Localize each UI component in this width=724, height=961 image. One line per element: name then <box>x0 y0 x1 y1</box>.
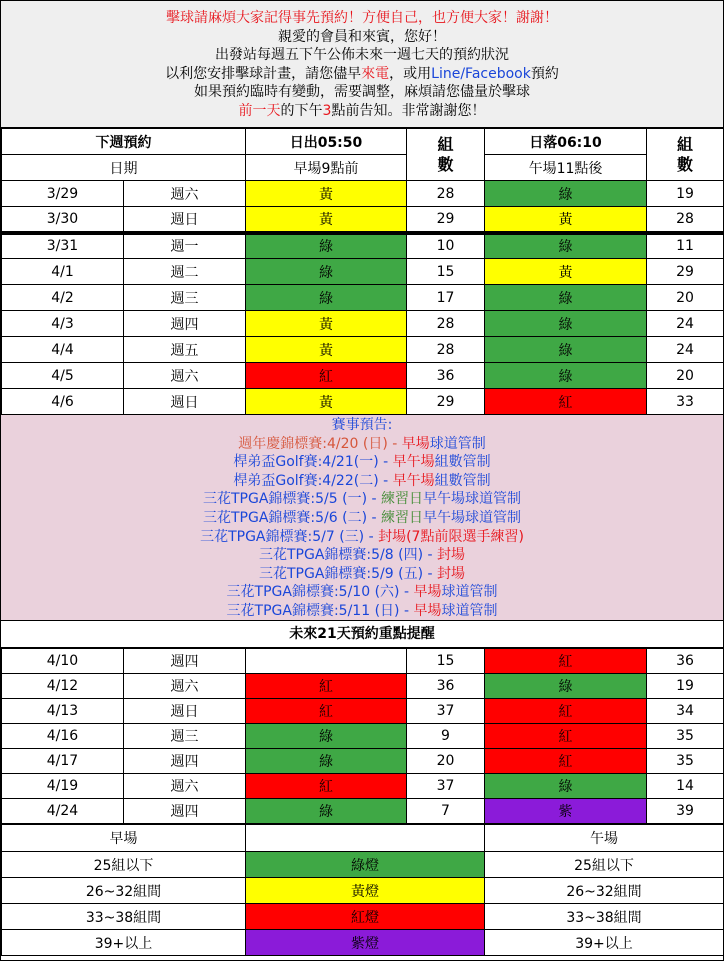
notice-text: 點前告知。非常謝謝您！ <box>331 102 486 119</box>
event-text: 桿弟盃Golf賽:4/22(二) - <box>233 472 393 489</box>
weekday-cell: 週二 <box>124 259 246 285</box>
legend-afternoon-label: 午場 <box>485 825 724 852</box>
date-cell: 3/30 <box>2 207 124 233</box>
morning-status-cell: 黃 <box>246 389 407 415</box>
morning-groups-cell: 28 <box>407 181 485 207</box>
weekday-cell: 週六 <box>124 181 246 207</box>
notice-line-2: 親愛的會員和來賓，您好！ <box>278 28 446 45</box>
morning-groups-cell: 28 <box>407 337 485 363</box>
legend-light-cell: 紅燈 <box>246 904 485 930</box>
morning-status-cell: 綠 <box>246 233 407 259</box>
morning-groups-cell: 15 <box>407 649 485 674</box>
afternoon-groups-cell: 20 <box>647 285 724 311</box>
date-cell: 4/5 <box>2 363 124 389</box>
weekday-cell: 週六 <box>124 674 246 699</box>
morning-status-cell: 紅 <box>246 774 407 799</box>
event-text: 球道管制 <box>441 602 498 619</box>
event-text: 球道管制 <box>429 435 486 452</box>
afternoon-header: 午場11點後 <box>485 155 647 181</box>
morning-status-cell: 黃 <box>246 207 407 233</box>
legend-range-cell: 39+以上 <box>485 930 724 956</box>
event-text: 封場 <box>437 565 465 582</box>
event-line <box>1 602 723 621</box>
afternoon-status-cell: 黃 <box>485 259 647 285</box>
morning-status-cell: 黃 <box>246 181 407 207</box>
weekday-cell: 週三 <box>124 285 246 311</box>
afternoon-status-cell: 紅 <box>485 649 647 674</box>
notice-day-before: 前一天 <box>238 102 281 119</box>
future-title: 未來21天預約重點提醒 <box>1 621 723 648</box>
table-row <box>2 749 724 774</box>
afternoon-groups-cell: 29 <box>647 259 724 285</box>
weekday-cell: 週四 <box>124 799 246 824</box>
legend-row <box>2 852 724 878</box>
event-text: 組數管制 <box>434 472 491 489</box>
weekday-cell: 週五 <box>124 337 246 363</box>
afternoon-groups-cell: 20 <box>647 363 724 389</box>
afternoon-groups-cell: 24 <box>647 337 724 363</box>
table-row <box>2 699 724 724</box>
table-row <box>2 674 724 699</box>
morning-groups-cell: 36 <box>407 363 485 389</box>
weekday-cell: 週三 <box>124 724 246 749</box>
table-row <box>2 724 724 749</box>
afternoon-groups-cell: 11 <box>647 233 724 259</box>
date-cell: 4/19 <box>2 774 124 799</box>
afternoon-status-cell: 紅 <box>485 389 647 415</box>
weekday-cell: 週四 <box>124 649 246 674</box>
afternoon-status-cell: 綠 <box>485 285 647 311</box>
notice-text: 以利您安排擊球計畫，請您儘早 <box>165 65 362 82</box>
date-cell: 4/2 <box>2 285 124 311</box>
weekday-cell: 週一 <box>124 233 246 259</box>
table-row <box>2 649 724 674</box>
legend-light-cell: 綠燈 <box>246 852 485 878</box>
legend-row <box>2 904 724 930</box>
date-cell: 3/29 <box>2 181 124 207</box>
legend-range-cell: 26~32組間 <box>485 878 724 904</box>
event-text: 三花TPGA錦標賽:5/8 (四) - <box>259 547 437 564</box>
date-cell: 4/4 <box>2 337 124 363</box>
afternoon-groups-cell: 19 <box>647 181 724 207</box>
afternoon-groups-cell: 36 <box>647 649 724 674</box>
weekday-cell: 週六 <box>124 363 246 389</box>
morning-status-cell: 綠 <box>246 724 407 749</box>
morning-status-cell: 黃 <box>246 311 407 337</box>
morning-groups-cell: 9 <box>407 724 485 749</box>
event-text: 組數管制 <box>434 454 491 471</box>
weekday-cell: 週日 <box>124 699 246 724</box>
events-title: 賽事預告: <box>331 417 393 433</box>
notice-hour: 3 <box>322 102 332 119</box>
morning-groups-cell: 7 <box>407 799 485 824</box>
morning-groups-cell: 29 <box>407 207 485 233</box>
morning-status-cell: 紅 <box>246 699 407 724</box>
afternoon-status-cell: 綠 <box>485 181 647 207</box>
morning-status-cell: 綠 <box>246 259 407 285</box>
event-text: 練習日 <box>381 509 423 526</box>
morning-status-cell: 綠 <box>246 749 407 774</box>
event-line <box>1 435 723 454</box>
legend-blank <box>246 825 485 852</box>
date-cell: 4/13 <box>2 699 124 724</box>
legend-light-cell: 黃燈 <box>246 878 485 904</box>
afternoon-status-cell: 綠 <box>485 363 647 389</box>
legend-range-cell: 25組以下 <box>485 852 724 878</box>
afternoon-status-cell: 紫 <box>485 799 647 824</box>
afternoon-status-cell: 綠 <box>485 674 647 699</box>
event-text: 三花TPGA錦標賽:5/5 (一) - <box>203 491 381 508</box>
date-cell: 4/6 <box>2 389 124 415</box>
table-row <box>2 259 724 285</box>
groups-label: 組 數 <box>676 134 693 174</box>
legend-table <box>1 824 724 956</box>
event-text: 封場 <box>437 547 465 564</box>
notice-line-6 <box>1 102 723 121</box>
date-cell: 4/12 <box>2 674 124 699</box>
legend-light-cell: 紫燈 <box>246 930 485 956</box>
legend-header-row <box>2 825 724 852</box>
event-text: 封場(7點前限選手練習) <box>378 528 524 545</box>
next-week-header: 下週預約 <box>2 129 246 155</box>
legend-range-cell: 39+以上 <box>2 930 246 956</box>
event-text: 早午場球道管制 <box>423 509 521 526</box>
afternoon-groups-cell: 19 <box>647 674 724 699</box>
groups-label: 組 數 <box>437 134 454 174</box>
legend-range-cell: 33~38組間 <box>2 904 246 930</box>
table-row <box>2 337 724 363</box>
morning-groups-cell: 15 <box>407 259 485 285</box>
afternoon-status-cell: 黃 <box>485 207 647 233</box>
event-line <box>1 453 723 472</box>
event-text: 三花TPGA錦標賽:5/9 (五) - <box>259 565 437 582</box>
afternoon-groups-cell: 28 <box>647 207 724 233</box>
table-row <box>2 389 724 415</box>
event-text: 早午場 <box>392 472 435 489</box>
notice-call-highlight: 來電 <box>361 65 390 82</box>
weekday-cell: 週四 <box>124 311 246 337</box>
weekly-table <box>1 128 724 415</box>
morning-status-cell: 綠 <box>246 799 407 824</box>
table-row <box>2 181 724 207</box>
morning-groups-cell: 17 <box>407 285 485 311</box>
afternoon-status-cell: 綠 <box>485 774 647 799</box>
subheader-row <box>2 155 724 181</box>
date-header: 日期 <box>2 155 246 181</box>
date-cell: 4/17 <box>2 749 124 774</box>
weekday-cell: 週日 <box>124 207 246 233</box>
event-line <box>1 472 723 491</box>
legend-row <box>2 878 724 904</box>
table-row <box>2 233 724 259</box>
notice-line-1: 擊球請麻煩大家記得事先預約！方便自己，也方便大家！謝謝！ <box>166 10 558 26</box>
event-text: 早午場球道管制 <box>423 491 521 508</box>
weekday-cell: 週四 <box>124 749 246 774</box>
table-row <box>2 774 724 799</box>
notice-line-facebook: Line/Facebook <box>431 65 531 82</box>
afternoon-groups-cell: 39 <box>647 799 724 824</box>
morning-groups-cell: 20 <box>407 749 485 774</box>
table-row <box>2 311 724 337</box>
table-row <box>2 799 724 824</box>
event-text: 三花TPGA錦標賽:5/6 (二) - <box>203 509 381 526</box>
sunrise-header: 日出05:50 <box>246 129 407 155</box>
morning-status-cell: 綠 <box>246 285 407 311</box>
afternoon-groups-cell: 34 <box>647 699 724 724</box>
groups-header-pm <box>647 129 724 181</box>
event-text: 早場 <box>413 584 442 601</box>
afternoon-status-cell: 紅 <box>485 749 647 774</box>
afternoon-groups-cell: 24 <box>647 311 724 337</box>
table-row <box>2 285 724 311</box>
afternoon-status-cell: 綠 <box>485 233 647 259</box>
notice-line-4 <box>1 65 723 84</box>
morning-groups-cell: 37 <box>407 774 485 799</box>
event-text: 週年慶錦標賽:4/20 (日) - <box>238 435 402 452</box>
events-box <box>1 415 723 621</box>
notice-text: 的下午 <box>280 102 323 119</box>
event-text: 早午場 <box>392 454 435 471</box>
event-line <box>1 565 723 584</box>
weekday-cell: 週日 <box>124 389 246 415</box>
date-cell: 4/3 <box>2 311 124 337</box>
legend-range-cell: 25組以下 <box>2 852 246 878</box>
morning-groups-cell: 37 <box>407 699 485 724</box>
morning-groups-cell: 29 <box>407 389 485 415</box>
notice-text: 預約 <box>530 65 559 82</box>
sunset-header: 日落06:10 <box>485 129 647 155</box>
event-text: 練習日 <box>381 491 423 508</box>
event-line <box>1 490 723 509</box>
morning-groups-cell: 28 <box>407 311 485 337</box>
notice-line-3: 出發站每週五下午公佈未來一週七天的預約狀況 <box>215 47 509 64</box>
afternoon-status-cell: 紅 <box>485 724 647 749</box>
event-line <box>1 546 723 565</box>
notice-text: ，或用 <box>389 65 432 82</box>
header-row <box>2 129 724 155</box>
date-cell: 3/31 <box>2 233 124 259</box>
afternoon-groups-cell: 35 <box>647 724 724 749</box>
date-cell: 4/10 <box>2 649 124 674</box>
date-cell: 4/1 <box>2 259 124 285</box>
date-cell: 4/16 <box>2 724 124 749</box>
event-text: 早場 <box>401 435 430 452</box>
morning-groups-cell: 10 <box>407 233 485 259</box>
table-row <box>2 207 724 233</box>
afternoon-groups-cell: 35 <box>647 749 724 774</box>
morning-header: 早場9點前 <box>246 155 407 181</box>
legend-range-cell: 26~32組間 <box>2 878 246 904</box>
event-text: 三花TPGA錦標賽:5/7 (三) - <box>200 528 379 545</box>
future-table <box>1 648 724 824</box>
morning-status-cell: 黃 <box>246 337 407 363</box>
afternoon-status-cell: 綠 <box>485 337 647 363</box>
afternoon-status-cell: 紅 <box>485 699 647 724</box>
afternoon-groups-cell: 33 <box>647 389 724 415</box>
morning-status-cell: 紅 <box>246 363 407 389</box>
notice-line-5: 如果預約臨時有變動，需要調整，麻煩請您儘量於擊球 <box>194 84 530 101</box>
afternoon-status-cell: 綠 <box>485 311 647 337</box>
event-line <box>1 528 723 547</box>
notice-box <box>1 1 723 128</box>
event-line <box>1 509 723 528</box>
morning-status-cell <box>246 649 407 674</box>
event-line <box>1 583 723 602</box>
morning-status-cell: 紅 <box>246 674 407 699</box>
afternoon-groups-cell: 14 <box>647 774 724 799</box>
legend-range-cell: 33~38組間 <box>485 904 724 930</box>
event-text: 三花TPGA錦標賽:5/11 (日) - <box>226 602 414 619</box>
event-text: 三花TPGA錦標賽:5/10 (六) - <box>226 584 414 601</box>
event-text: 早場 <box>413 602 442 619</box>
event-text: 桿弟盃Golf賽:4/21(一) - <box>233 454 393 471</box>
legend-morning-label: 早場 <box>2 825 246 852</box>
date-cell: 4/24 <box>2 799 124 824</box>
event-text: 球道管制 <box>441 584 498 601</box>
morning-groups-cell: 36 <box>407 674 485 699</box>
weekday-cell: 週六 <box>124 774 246 799</box>
table-row <box>2 363 724 389</box>
legend-row <box>2 930 724 956</box>
groups-header-am <box>407 129 485 181</box>
